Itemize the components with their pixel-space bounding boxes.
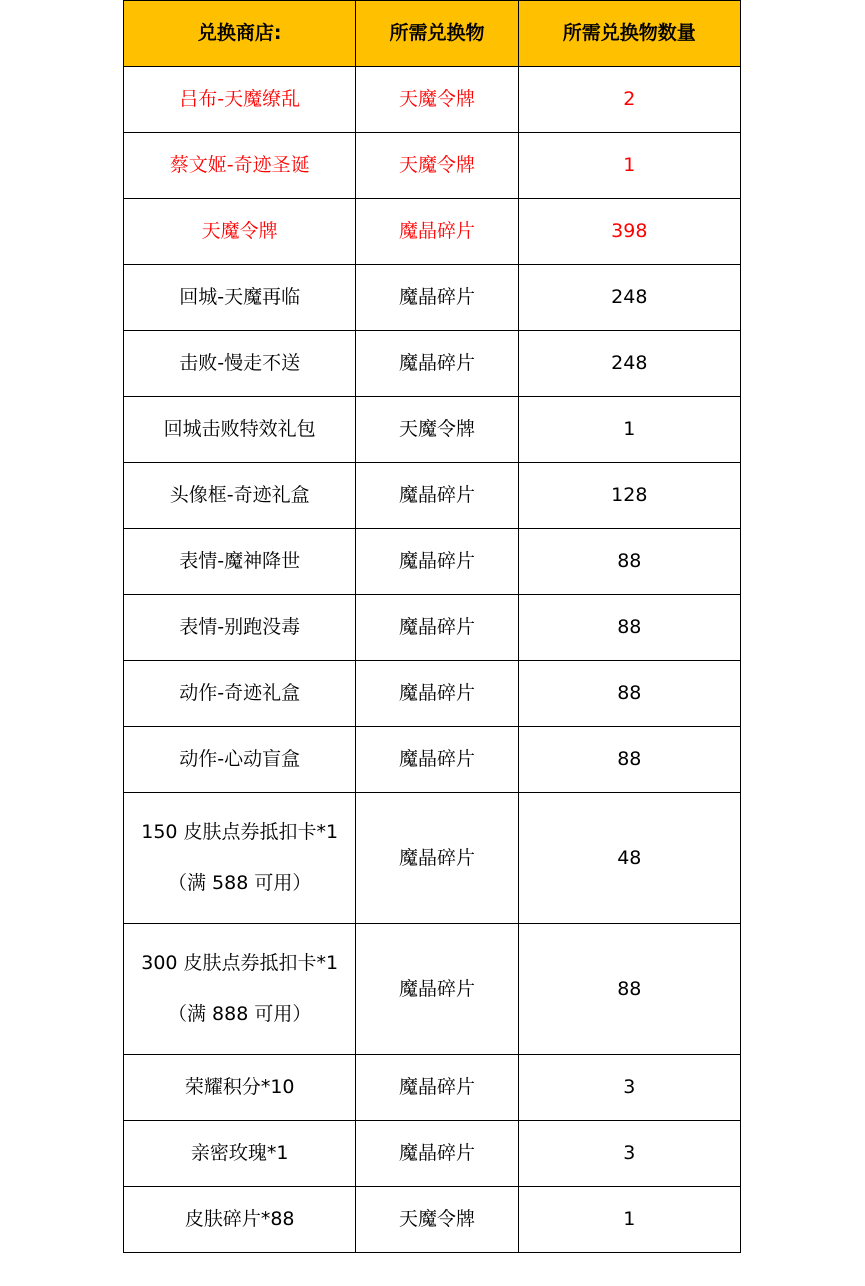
item-name-cell bbox=[124, 331, 356, 397]
required-item-cell: 魔晶碎片 bbox=[356, 793, 518, 924]
item-name-cell bbox=[124, 265, 356, 331]
item-name-cell bbox=[124, 529, 356, 595]
item-name-cell bbox=[124, 397, 356, 463]
required-item-cell: 天魔令牌 bbox=[356, 397, 518, 463]
required-item-cell: 魔晶碎片 bbox=[356, 661, 518, 727]
header-store: 兑换商店: bbox=[124, 1, 356, 67]
item-name: 表情-别跑没毒 bbox=[179, 616, 301, 639]
required-amount-cell: 48 bbox=[518, 793, 740, 924]
item-name: 动作-奇迹礼盒 bbox=[179, 682, 301, 705]
required-amount-cell: 1 bbox=[518, 1187, 740, 1253]
required-item-cell: 魔晶碎片 bbox=[356, 265, 518, 331]
required-item-cell: 魔晶碎片 bbox=[356, 1121, 518, 1187]
table-row bbox=[124, 1121, 741, 1187]
required-item-cell: 魔晶碎片 bbox=[356, 727, 518, 793]
item-name: 头像框-奇迹礼盒 bbox=[169, 484, 310, 507]
required-amount-cell: 398 bbox=[518, 199, 740, 265]
required-item-cell: 天魔令牌 bbox=[356, 1187, 518, 1253]
required-amount-cell: 88 bbox=[518, 595, 740, 661]
item-name-cell bbox=[124, 595, 356, 661]
required-amount-cell: 2 bbox=[518, 67, 740, 133]
item-name: 回城-天魔再临 bbox=[179, 286, 301, 309]
table-row bbox=[124, 529, 741, 595]
required-amount-cell: 3 bbox=[518, 1055, 740, 1121]
header-required-item: 所需兑换物 bbox=[356, 1, 518, 67]
required-item-cell: 魔晶碎片 bbox=[356, 529, 518, 595]
table-row bbox=[124, 133, 741, 199]
item-name-cell bbox=[124, 1187, 356, 1253]
item-name-cell bbox=[124, 133, 356, 199]
table-row bbox=[124, 331, 741, 397]
table-row bbox=[124, 265, 741, 331]
item-name-cell bbox=[124, 463, 356, 529]
required-item-cell: 魔晶碎片 bbox=[356, 199, 518, 265]
item-name-cell bbox=[124, 1055, 356, 1121]
required-amount-cell: 88 bbox=[518, 727, 740, 793]
item-name-cell bbox=[124, 1121, 356, 1187]
item-name: 皮肤碎片*88 bbox=[184, 1208, 295, 1231]
table-row bbox=[124, 67, 741, 133]
table-header-row bbox=[124, 1, 741, 67]
item-name: 动作-心动盲盒 bbox=[179, 748, 301, 771]
required-item-cell: 魔晶碎片 bbox=[356, 924, 518, 1055]
item-name: 蔡文姬-奇迹圣诞 bbox=[169, 154, 310, 177]
table-row bbox=[124, 793, 741, 924]
required-item-cell: 魔晶碎片 bbox=[356, 1055, 518, 1121]
header-required-amount: 所需兑换物数量 bbox=[518, 1, 740, 67]
item-condition: （满 888 可用） bbox=[168, 1003, 312, 1025]
item-name: 回城击败特效礼包 bbox=[163, 418, 316, 441]
item-name-cell bbox=[124, 727, 356, 793]
item-name: 吕布-天魔缭乱 bbox=[179, 88, 301, 111]
required-amount-cell: 88 bbox=[518, 924, 740, 1055]
required-item-cell: 天魔令牌 bbox=[356, 133, 518, 199]
required-amount-cell: 3 bbox=[518, 1121, 740, 1187]
item-name: 300 皮肤点券抵扣卡*1 bbox=[141, 952, 339, 975]
table-row bbox=[124, 595, 741, 661]
required-amount-cell: 88 bbox=[518, 661, 740, 727]
required-amount-cell: 88 bbox=[518, 529, 740, 595]
item-name: 荣耀积分*10 bbox=[184, 1076, 295, 1099]
item-name-cell bbox=[124, 793, 356, 924]
item-name-cell bbox=[124, 661, 356, 727]
table-row bbox=[124, 661, 741, 727]
table-row bbox=[124, 463, 741, 529]
item-name-cell bbox=[124, 67, 356, 133]
item-name: 天魔令牌 bbox=[201, 220, 278, 243]
required-item-cell: 天魔令牌 bbox=[356, 67, 518, 133]
table-row bbox=[124, 1055, 741, 1121]
required-amount-cell: 128 bbox=[518, 463, 740, 529]
required-amount-cell: 248 bbox=[518, 331, 740, 397]
item-name: 击败-慢走不送 bbox=[179, 352, 301, 375]
table-row bbox=[124, 727, 741, 793]
table-row bbox=[124, 199, 741, 265]
item-name: 表情-魔神降世 bbox=[179, 550, 301, 573]
item-name-cell bbox=[124, 199, 356, 265]
item-condition: （满 588 可用） bbox=[168, 872, 312, 894]
table-row bbox=[124, 397, 741, 463]
required-amount-cell: 1 bbox=[518, 397, 740, 463]
item-name: 亲密玫瑰*1 bbox=[190, 1142, 289, 1165]
item-name-cell bbox=[124, 924, 356, 1055]
table-row bbox=[124, 924, 741, 1055]
exchange-table bbox=[123, 0, 741, 1253]
item-name: 150 皮肤点券抵扣卡*1 bbox=[141, 821, 339, 844]
required-item-cell: 魔晶碎片 bbox=[356, 595, 518, 661]
required-item-cell: 魔晶碎片 bbox=[356, 331, 518, 397]
required-amount-cell: 1 bbox=[518, 133, 740, 199]
required-amount-cell: 248 bbox=[518, 265, 740, 331]
required-item-cell: 魔晶碎片 bbox=[356, 463, 518, 529]
table-row bbox=[124, 1187, 741, 1253]
